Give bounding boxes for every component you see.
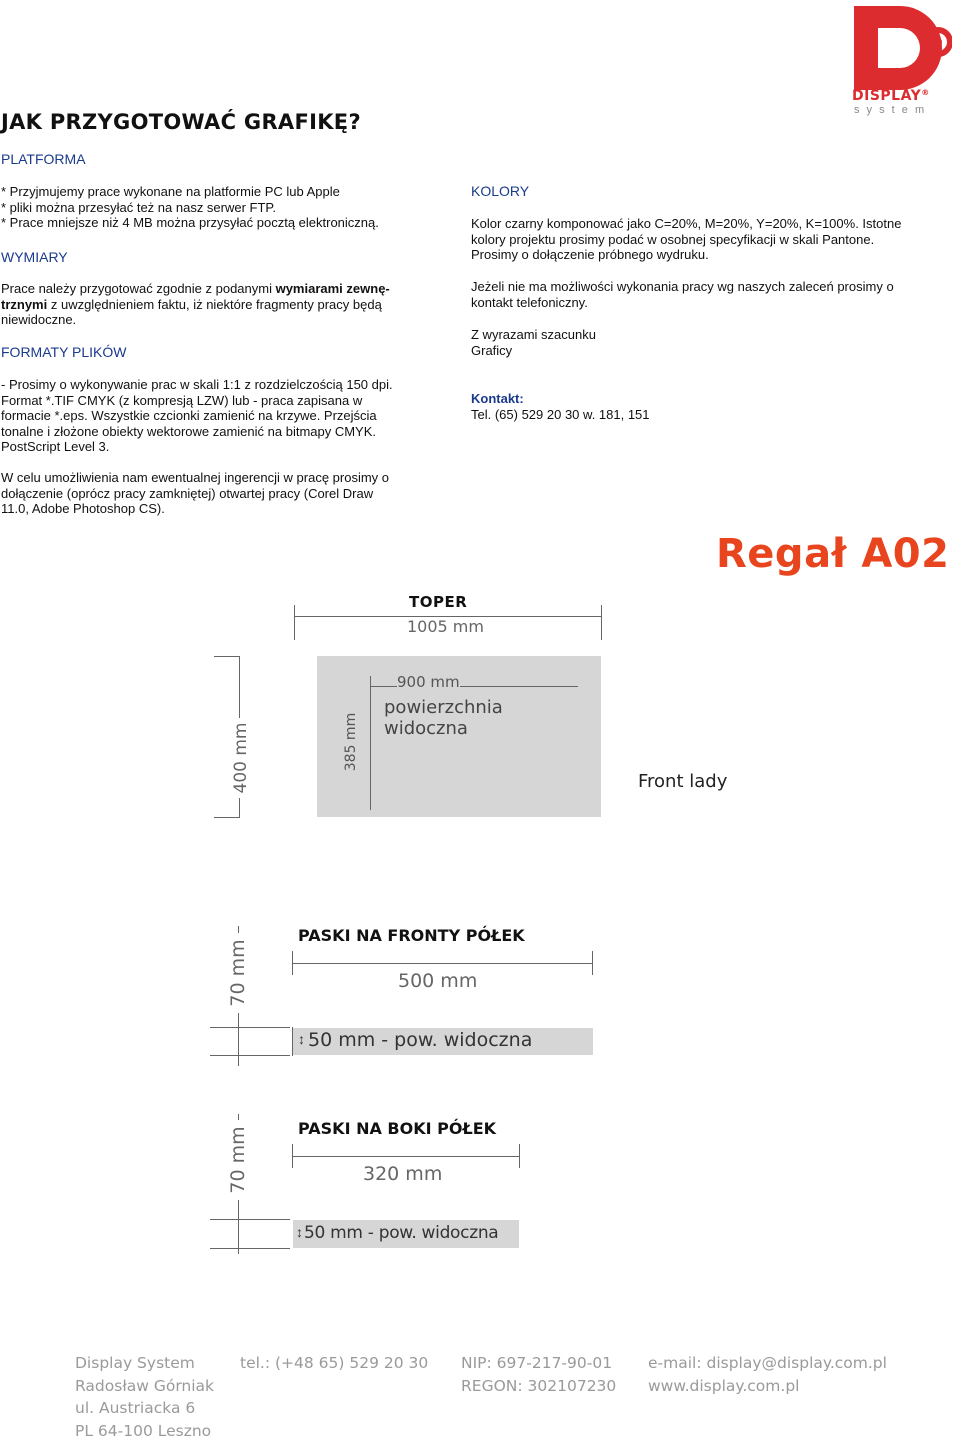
logo-mark-icon bbox=[850, 2, 952, 92]
toper-inner-width: 900 mm bbox=[397, 673, 460, 691]
toper-diagram bbox=[200, 590, 620, 830]
logo-brand: DISPLAY bbox=[852, 88, 922, 104]
platforma-text: * Przyjmujemy prace wykonane na platformie PC lub Apple * pliki można przesyłać też na nasz serwer FTP. * Prace mniejsze niż 4 MB można przysyłać pocztą elektroniczną. bbox=[1, 184, 379, 230]
toper-label: TOPER bbox=[409, 593, 468, 611]
toper-width: 1005 mm bbox=[407, 617, 484, 636]
logo-sub: s y s t e m bbox=[854, 104, 927, 116]
display-system-logo: DISPLAY® s y s t e m bbox=[850, 2, 952, 118]
fronty-arrow-icon: ↕ bbox=[298, 1031, 305, 1047]
platforma-heading: PLATFORMA bbox=[1, 151, 86, 167]
fronty-visible: 50 mm - pow. widoczna bbox=[308, 1029, 533, 1051]
contact-note: Jeżeli nie ma możliwości wykonania pracy wg naszych zaleceń prosimy o kontakt telefoniczny. bbox=[471, 279, 894, 310]
toper-visible: powierzchnia widoczna bbox=[384, 697, 503, 739]
footer-company: Display System Radosław Górniak ul. Austriacka 6 PL 64-100 Leszno bbox=[75, 1354, 215, 1440]
kolory-heading: KOLORY bbox=[471, 183, 530, 199]
page-title: JAK PRZYGOTOWAĆ GRAFIKĘ? bbox=[1, 110, 361, 134]
footer-email-link[interactable]: e-mail: display@display.com.pl bbox=[648, 1354, 887, 1372]
footer-phone: tel.: (+48 65) 529 20 30 bbox=[240, 1354, 429, 1372]
boki-label: PASKI NA BOKI PÓŁEK bbox=[298, 1119, 497, 1138]
wymiary-text: Prace należy przygotować zgodnie z podanymi wymiarami zewnę- trznymi z uwzględnieniem faktu, iż niektóre fragmenty pracy będą niewidoczne. bbox=[1, 281, 390, 327]
fronty-width: 500 mm bbox=[398, 970, 478, 992]
kolory-text: Kolor czarny komponować jako C=20%, M=20%, Y=20%, K=100%. Istotne kolory projektu prosimy podać w osobnej specyfikacji w skali Pantone. Prosimy o dołączenie próbnego wydruku. bbox=[471, 216, 902, 262]
toper-inner-height: 385 mm bbox=[343, 712, 359, 772]
toper-height: 400 mm bbox=[231, 718, 251, 798]
boki-width: 320 mm bbox=[363, 1163, 443, 1185]
footer-ids: NIP: 697-217-90-01 REGON: 302107230 bbox=[461, 1354, 617, 1395]
fronty-height: 70 mm bbox=[227, 933, 249, 1013]
fronty-label: PASKI NA FRONTY PÓŁEK bbox=[298, 926, 525, 945]
formaty-text: - Prosimy o wykonywanie prac w skali 1:1 z rozdzielczością 150 dpi. Format *.TIF CMYK (z kompresją LZW) lub - praca zapisana w formacie *.eps. Wszystkie czcionki zamienić na krzywe. Przejścia tonalne i złożone obiekty wektorowe zamienić na bitmapy CMYK. PostScript Level 3. bbox=[1, 377, 393, 454]
paski-fronty-diagram bbox=[200, 915, 620, 1065]
kontakt-label: Kontakt: bbox=[471, 391, 524, 406]
note-text: W celu umożliwienia nam ewentualnej ingerencji w pracę prosimy o dołączenie (oprócz pracy zamkniętej) otwartej pracy (Corel Draw 11.0, Adobe Photoshop CS). bbox=[1, 470, 390, 516]
product-title: Regał A02 bbox=[716, 531, 950, 577]
paski-boki-diagram bbox=[200, 1108, 620, 1258]
regards: Z wyrazami szacunku Graficy bbox=[471, 327, 596, 358]
formaty-heading: FORMATY PLIKÓW bbox=[1, 344, 127, 360]
boki-height: 70 mm bbox=[227, 1120, 249, 1200]
kontakt-tel: Tel. (65) 529 20 30 w. 181, 151 bbox=[471, 407, 650, 422]
wymiary-heading: WYMIARY bbox=[1, 249, 68, 265]
boki-arrow-icon: ↕ bbox=[296, 1224, 303, 1240]
boki-visible: 50 mm - pow. widoczna bbox=[304, 1223, 499, 1243]
footer-www-link[interactable]: www.display.com.pl bbox=[648, 1376, 800, 1395]
front-lady-label: Front lady bbox=[638, 771, 728, 792]
footer-web bbox=[648, 1352, 887, 1397]
